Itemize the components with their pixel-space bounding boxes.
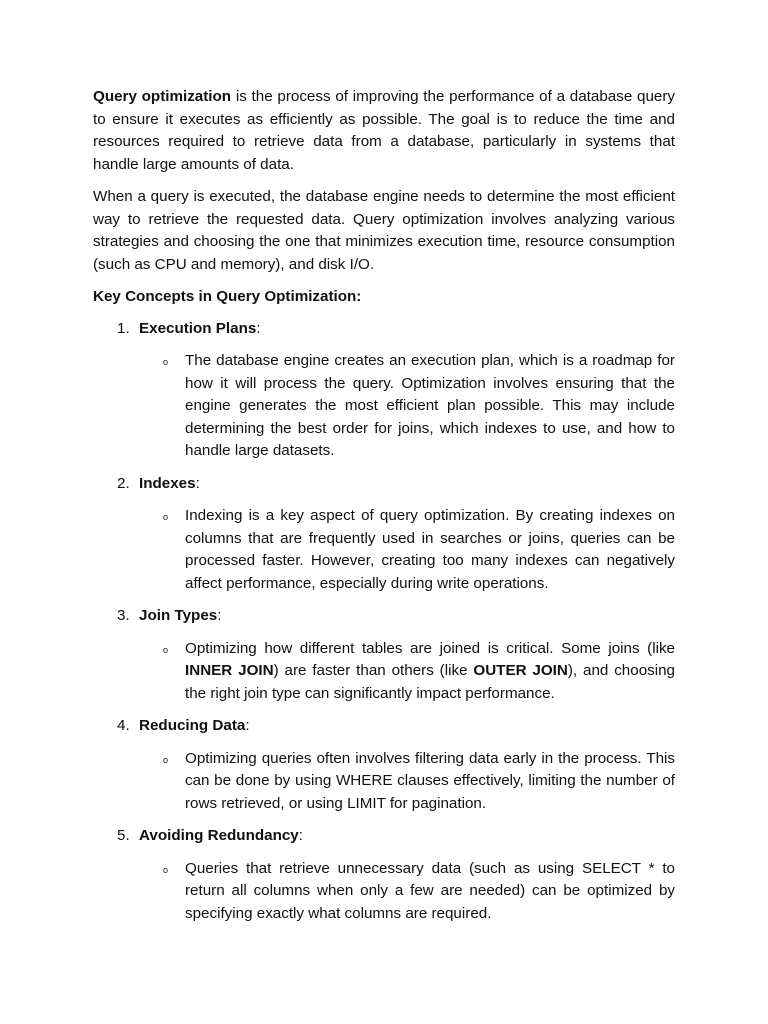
inner-join-term: INNER JOIN <box>185 662 274 679</box>
item-number: 1. <box>117 319 130 337</box>
item-description: The database engine creates an execution plan, which is a roadmap for how it will process the query. Optimization involves ensuring that the engine generates the most efficient plan possible. This may include determining the best order for joins, which indexes to use, and how to handle large datasets. <box>185 352 675 459</box>
item-number: 4. <box>117 717 130 734</box>
bullet-icon: o <box>163 357 169 367</box>
list-item <box>93 715 675 815</box>
list-item <box>93 605 675 705</box>
item-header <box>117 605 675 628</box>
item-bullet <box>163 505 675 595</box>
item-number: 5. <box>117 827 130 844</box>
item-description: Optimizing queries often involves filtering data early in the process. This can be done by using WHERE clauses effectively, limiting the number of rows retrieved, or using LIMIT for pagination. <box>185 749 675 812</box>
item-title: Indexes: <box>139 474 200 492</box>
item-title: Reducing Data: <box>139 717 250 734</box>
item-number: 2. <box>117 474 130 492</box>
list-item <box>93 473 675 596</box>
list-item <box>93 318 675 463</box>
item-header <box>117 825 675 848</box>
bullet-icon: o <box>163 512 169 522</box>
section-heading: Key Concepts in Query Optimization: <box>93 288 362 305</box>
intro-text: is the process of improving the performance of a database query to ensure it executes as efficiently as possible. The goal is to reduce the time and resources required to retrieve data from a database, particularly in systems that handle large amounts of data. <box>93 88 675 173</box>
item-bullet <box>163 350 675 463</box>
intro-paragraph <box>93 86 675 176</box>
bullet-icon: o <box>163 864 169 875</box>
item-bullet <box>163 858 675 926</box>
item-description: Optimizing how different tables are joined is critical. Some joins (like INNER JOIN) are faster than others (like OUTER JOIN), and choosing the right join type can significantly impact performance. <box>185 639 676 702</box>
item-bullet <box>163 748 675 816</box>
item-header <box>117 318 675 341</box>
item-number: 3. <box>117 607 130 624</box>
item-title: Join Types: <box>139 607 222 624</box>
item-title: Execution Plans: <box>139 319 261 337</box>
outer-join-term: OUTER JOIN <box>473 662 568 679</box>
item-title: Avoiding Redundancy: <box>139 827 303 844</box>
list-item <box>93 825 675 925</box>
engine-paragraph: When a query is executed, the database engine needs to determine the most efficient way to retrieve the requested data. Query optimization involves analyzing various strategies and choosing the one that minimizes execution time, resource consumption (such as CPU and memory), and disk I/O. <box>93 188 675 273</box>
item-header <box>117 715 675 738</box>
item-description: Indexing is a key aspect of query optimization. By creating indexes on columns that are frequently used in searches or joins, queries can be processed faster. However, creating too many indexes can negatively affect performance, especially during write operations. <box>185 507 675 592</box>
bullet-icon: o <box>163 754 169 765</box>
item-description: Queries that retrieve unnecessary data (such as using SELECT * to return all columns when only a few are needed) can be optimized by specifying exactly what columns are required. <box>185 859 675 922</box>
item-bullet <box>163 638 675 706</box>
document-page <box>93 86 675 935</box>
intro-term: Query optimization <box>93 88 232 105</box>
item-header <box>117 473 675 496</box>
bullet-icon: o <box>163 644 169 655</box>
